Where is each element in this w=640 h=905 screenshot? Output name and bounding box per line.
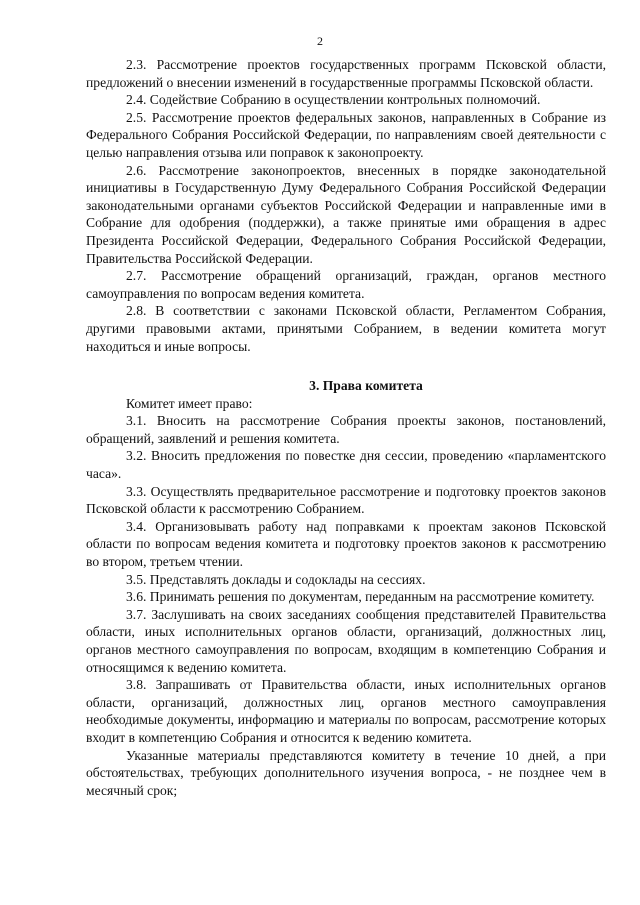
paragraph-3-6: 3.6. Принимать решения по документам, переданным на рассмотрение комитету. xyxy=(126,589,595,605)
section-intro: Комитет имеет право: xyxy=(126,395,253,411)
section-heading: 3. Права комитета xyxy=(309,378,423,394)
paragraph-3-3: 3.3. Осуществлять предварительное рассмотрение и подготовку проектов законов Псковской области к рассмотрению Собранием. xyxy=(86,483,606,517)
paragraph-3-8: 3.8. Запрашивать от Правительства области, иных исполнительных органов области, организаций, должностных лиц, органов местного самоуправления необходимые документы, информацию и материалы по вопросам, рассмотрение которых входит в компетенцию Собрания и относится к ведению комитета. xyxy=(86,677,606,745)
paragraph-2-6: 2.6. Рассмотрение законопроектов, внесенных в порядке законодательной инициативы в Государственную Думу Федерального Собрания Российской Федерации законодательными органами субъектов Российской Федерации и направленные ими в Собрание для одобрения (поддержки), а также принятые ими обращения в адрес Президента Российской Федерации, Федерального Собрания Российской Федерации, Правительства Российской Федерации. xyxy=(86,162,606,266)
paragraph-2-4: 2.4. Содействие Собранию в осуществлении контрольных полномочий. xyxy=(126,92,541,108)
paragraph-3-2: 3.2. Вносить предложения по повестке дня сессии, проведению «парламентского часа». xyxy=(86,448,606,482)
paragraph-3-1: 3.1. Вносить на рассмотрение Собрания проекты законов, постановлений, обращений, заявлений и решения комитета. xyxy=(86,413,606,446)
paragraph-2-5: 2.5. Рассмотрение проектов федеральных законов, направленных в Собрание из Федерального Собрания Российской Федерации, по направлениям своей деятельности с целью направления отзыва или поправок к законопроекту. xyxy=(86,109,606,160)
paragraph-2-8: 2.8. В соответствии с законами Псковской области, Регламентом Собрания, другими правовыми актами, принятыми Собранием, в ведении комитета могут находиться и иные вопросы. xyxy=(86,303,606,354)
paragraph-3-4: 3.4. Организовывать работу над поправками к проектам законов Псковской области по вопросам ведения комитета и подготовку проектов законов к рассмотрению во втором, третьем чтении. xyxy=(86,518,606,570)
document-body xyxy=(86,56,606,799)
page-number: 2 xyxy=(317,34,323,48)
paragraph-3-7: 3.7. Заслушивать на своих заседаниях сообщения представителей Правительства области, иных исполнительных органов области, организаций, должностных лиц, органов местного самоуправления по вопросам, входящим в компетенцию Собрания и относящимся к ведению комитета. xyxy=(86,606,606,675)
paragraph-3-8-note: Указанные материалы представляются комитету в течение 10 дней, а при обстоятельствах, требующих дополнительного изучения вопроса, - не позднее чем в месячный срок; xyxy=(86,747,606,798)
paragraph-2-7: 2.7. Рассмотрение обращений организаций, граждан, органов местного самоуправления по вопросам ведения комитета. xyxy=(86,268,606,301)
paragraph-3-5: 3.5. Представлять доклады и содоклады на сессиях. xyxy=(126,571,426,587)
paragraph-2-3: 2.3. Рассмотрение проектов государственных программ Псковской области, предложений о внесении изменений в государственные программы Псковской области. xyxy=(86,57,606,90)
